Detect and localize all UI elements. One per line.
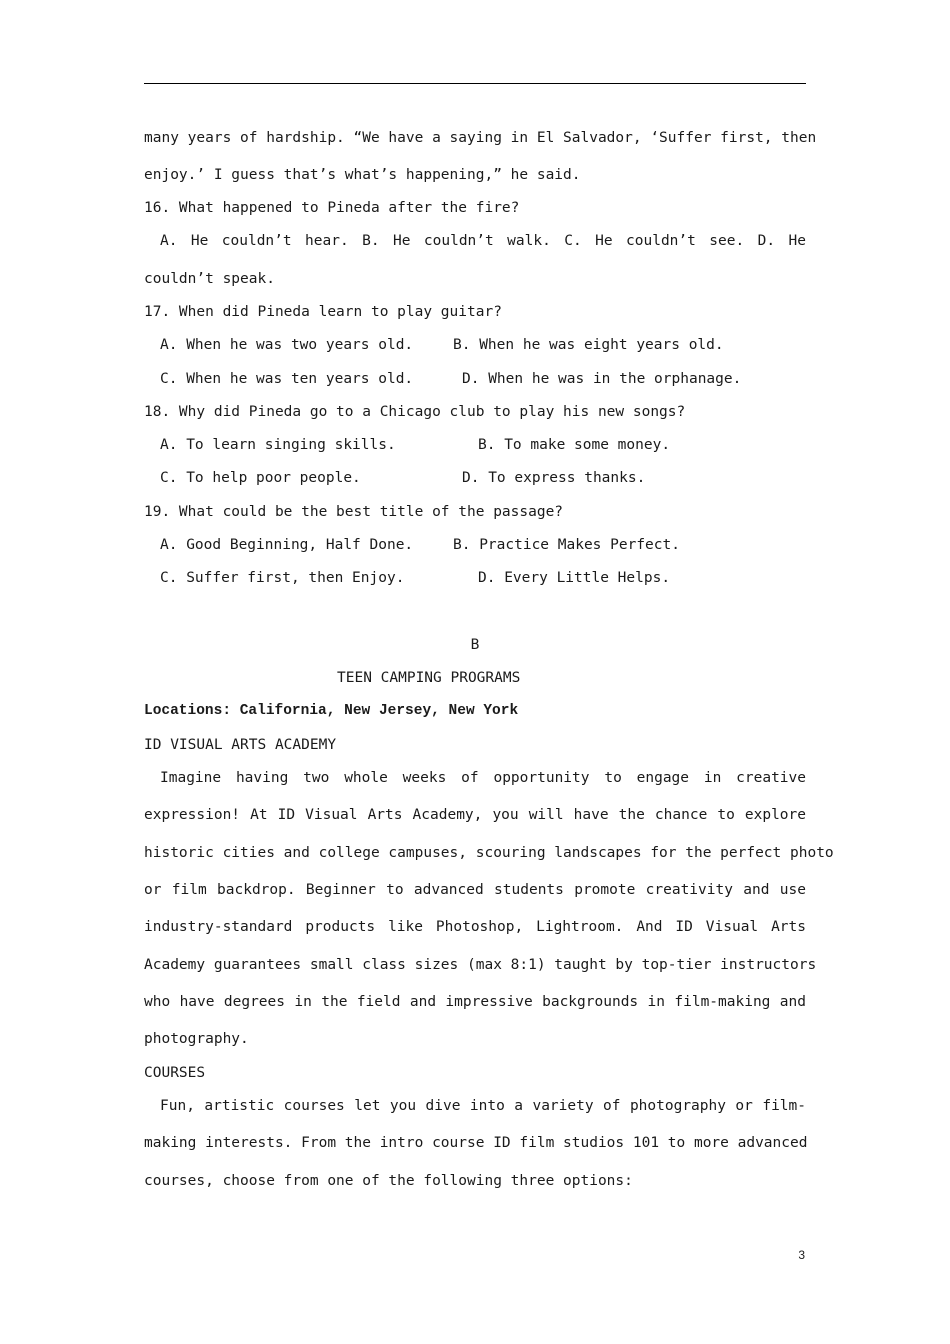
locations-line: Locations: California, New Jersey, New York xyxy=(144,703,519,719)
academy-paragraph-line: Academy guarantees small class sizes (max 8:1) taught by top-tier instructors xyxy=(144,957,817,973)
academy-paragraph-line: Imagine having two whole weeks of opportunity to engage in creative xyxy=(160,770,806,786)
question-17-option-b: B. When he was eight years old. xyxy=(453,337,724,353)
courses-paragraph-line: courses, choose from one of the following three options: xyxy=(144,1173,633,1189)
academy-paragraph-line: historic cities and college campuses, scouring landscapes for the perfect photo xyxy=(144,845,834,861)
question-18-stem: 18. Why did Pineda go to a Chicago club to play his new songs? xyxy=(144,404,686,420)
question-18-option-d: D. To express thanks. xyxy=(462,470,646,486)
question-17-stem: 17. When did Pineda learn to play guitar? xyxy=(144,304,502,320)
question-17-option-a: A. When he was two years old. xyxy=(160,337,414,353)
academy-paragraph-line: who have degrees in the field and impressive backgrounds in film-making and xyxy=(144,994,806,1010)
passage-line: many years of hardship. “We have a saying in El Salvador, ‘Suffer first, then xyxy=(144,130,817,146)
academy-paragraph-line: expression! At ID Visual Arts Academy, you will have the chance to explore xyxy=(144,807,806,823)
question-16-options-cont: couldn’t speak. xyxy=(144,271,275,287)
courses-heading: COURSES xyxy=(144,1065,206,1081)
question-19-option-a: A. Good Beginning, Half Done. xyxy=(160,537,414,553)
question-16-stem: 16. What happened to Pineda after the fire? xyxy=(144,200,520,216)
question-19-option-c: C. Suffer first, then Enjoy. xyxy=(160,570,405,586)
page-number: 3 xyxy=(798,1248,805,1262)
section-title: TEEN CAMPING PROGRAMS xyxy=(337,670,521,686)
academy-paragraph-line: industry-standard products like Photoshop, Lightroom. And ID Visual Arts xyxy=(144,919,806,935)
question-18-option-c: C. To help poor people. xyxy=(160,470,361,486)
academy-paragraph-line: photography. xyxy=(144,1031,249,1047)
question-19-option-d: D. Every Little Helps. xyxy=(478,570,671,586)
question-19-option-b: B. Practice Makes Perfect. xyxy=(453,537,680,553)
academy-paragraph-line: or film backdrop. Beginner to advanced students promote creativity and use xyxy=(144,882,806,898)
question-16-options: A. He couldn’t hear. B. He couldn’t walk. C. He couldn’t see. D. He xyxy=(160,233,806,249)
question-18-option-a: A. To learn singing skills. xyxy=(160,437,396,453)
question-18-option-b: B. To make some money. xyxy=(478,437,671,453)
academy-heading: ID VISUAL ARTS ACADEMY xyxy=(144,737,337,753)
question-17-option-d: D. When he was in the orphanage. xyxy=(462,371,742,387)
question-19-stem: 19. What could be the best title of the passage? xyxy=(144,504,564,520)
passage-line: enjoy.’ I guess that’s what’s happening,” he said. xyxy=(144,167,581,183)
courses-paragraph-line: making interests. From the intro course ID film studios 101 to more advanced xyxy=(144,1135,808,1151)
header-rule xyxy=(144,83,806,84)
courses-paragraph-line: Fun, artistic courses let you dive into a variety of photography or film- xyxy=(160,1098,806,1114)
section-letter: B xyxy=(470,637,480,653)
question-17-option-c: C. When he was ten years old. xyxy=(160,371,414,387)
